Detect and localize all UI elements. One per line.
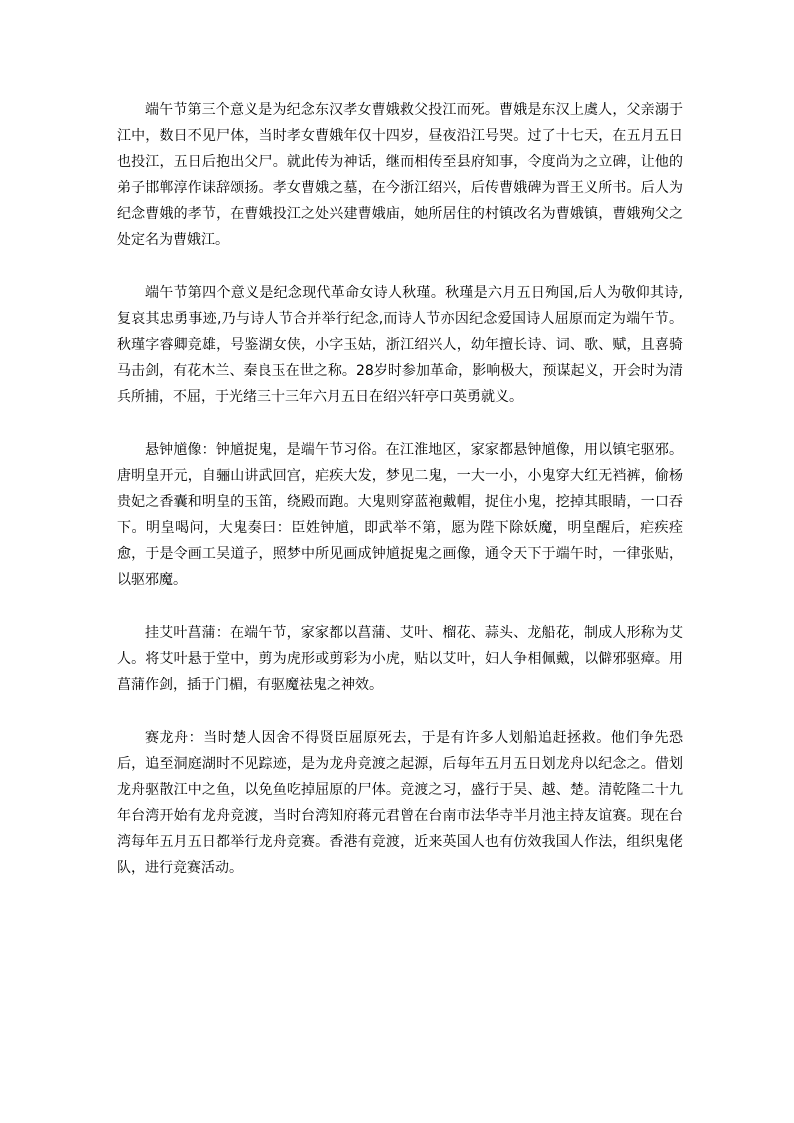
paragraph-qiu-jin: 端午节第四个意义是纪念现代革命女诗人秋瑾。秋瑾是六月五日殉国,后人为敬仰其诗,复哀其忠勇事迹,乃与诗人节合并举行纪念,而诗人节亦因纪念爱国诗人屈原而定为端午节。秋瑾字睿卿竞雄，号鉴湖女侠，小字玉姑，浙江绍兴人，幼年擅长诗、词、歌、赋，且喜骑马击剑，有花木兰、秦良玉在世之称。28岁时参加革命，影响极大，预谋起义，开会时为清兵所捕，不屈，于光绪三十三年六月五日在绍兴轩亭口英勇就义。 — [117, 285, 683, 405]
paragraph-dragon-boat: 赛龙舟：当时楚人因舍不得贤臣屈原死去，于是有许多人划船追赶拯救。他们争先恐后，追至洞庭湖时不见踪迹，是为龙舟竞渡之起源，后每年五月五日划龙舟以纪念之。借划龙舟驱散江中之鱼，以免鱼吃掉屈原的尸体。竞渡之习，盛行于吴、越、楚。清乾隆二十九年台湾开始有龙舟竞渡，当时台湾知府蒋元君曾在台南市法华寺半月池主持友谊赛。现在台湾每年五月五日都举行龙舟竞赛。香港有竞渡，近来英国人也有仿效我国人作法，组织鬼佬队，进行竞赛活动。 — [117, 730, 683, 876]
paragraph-zhong-kui: 悬钟馗像：钟馗捉鬼，是端午节习俗。在江淮地区，家家都悬钟馗像，用以镇宅驱邪。唐明皇开元，自骊山讲武回宫，疟疾大发，梦见二鬼，一大一小，小鬼穿大红无裆裤，偷杨贵妃之香囊和明皇的玉笛，绕殿而跑。大鬼则穿蓝袍戴帽，捉住小鬼，挖掉其眼睛，一口吞下。明皇喝问，大鬼奏曰：臣姓钟馗，即武举不第，愿为陛下除妖魔，明皇醒后，疟疾痊愈，于是令画工吴道子，照梦中所见画成钟馗捉鬼之画像，通令天下于端午时，一律张贴，以驱邪魔。 — [117, 442, 683, 588]
paragraph-ai-ye-chang-pu: 挂艾叶菖蒲：在端午节，家家都以菖蒲、艾叶、榴花、蒜头、龙船花，制成人形称为艾人。将艾叶悬于堂中，剪为虎形或剪彩为小虎，贴以艾叶，妇人争相佩戴，以僻邪驱瘴。用菖蒲作剑，插于门楣，有驱魔祛鬼之神效。 — [117, 625, 683, 693]
document-page — [117, 97, 683, 881]
paragraph-cao-e: 端午节第三个意义是为纪念东汉孝女曹娥救父投江而死。曹娥是东汉上虞人，父亲溺于江中，数日不见尸体，当时孝女曹娥年仅十四岁，昼夜沿江号哭。过了十七天，在五月五日也投江，五日后抱出父尸。就此传为神话，继而相传至县府知事，令度尚为之立碑，让他的弟子邯郸淳作诔辞颂扬。孝女曹娥之墓，在今浙江绍兴，后传曹娥碑为晋王义所书。后人为纪念曹娥的孝节，在曹娥投江之处兴建曹娥庙，她所居住的村镇改名为曹娥镇，曹娥殉父之处定名为曹娥江。 — [117, 102, 683, 248]
